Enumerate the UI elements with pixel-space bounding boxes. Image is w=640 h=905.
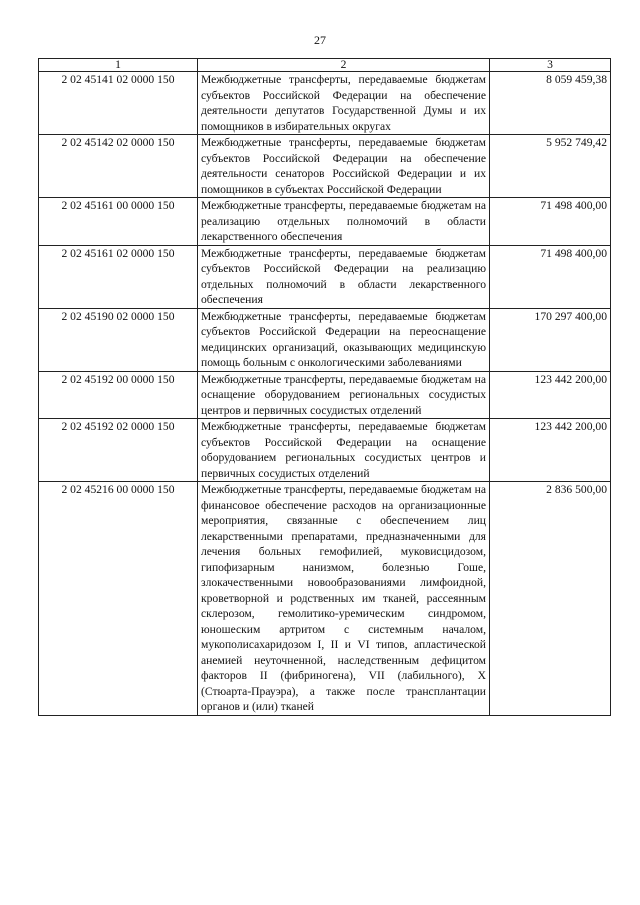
classification-code: 2 02 45216 00 0000 150	[39, 482, 198, 716]
row-description: Межбюджетные трансферты, передаваемые бюджетам субъектов Российской Федерации на реализацию отдельных полномочий в области лекарственного обеспечения	[198, 245, 490, 308]
row-amount: 123 442 200,00	[490, 371, 611, 419]
row-description: Межбюджетные трансферты, передаваемые бюджетам на финансовое обеспечение расходов на организационные мероприятия, связанные с обеспечением лиц лекарственными препаратами, предназначенными для лечения больных гемофилией, муковисцидозом, гипофизарным нанизмом, болезнью Гоше, злокачественными новообразованиями лимфоидной, кроветворной и родственных им тканей, рассеянным склерозом, гемолитико-уремическим синдромом, юношеским артритом с системным началом, мукополисахаридозом I, II и VI типов, апластической анемией неуточненной, наследственным дефицитом факторов II (фибриногена), VII (лабильного), X (Стюарта-Прауэра), а также после трансплантации органов и (или) тканей	[198, 482, 490, 716]
row-description: Межбюджетные трансферты, передаваемые бюджетам на реализацию отдельных полномочий в области лекарственного обеспечения	[198, 198, 490, 246]
classification-code: 2 02 45142 02 0000 150	[39, 135, 198, 198]
classification-code: 2 02 45161 02 0000 150	[39, 245, 198, 308]
table-row	[39, 419, 611, 482]
classification-code: 2 02 45192 02 0000 150	[39, 419, 198, 482]
column-header-1: 1	[39, 59, 198, 72]
classification-code: 2 02 45141 02 0000 150	[39, 72, 198, 135]
row-amount: 71 498 400,00	[490, 245, 611, 308]
row-description: Межбюджетные трансферты, передаваемые бюджетам субъектов Российской Федерации на обеспечение деятельности сенаторов Российской Федерации и их помощников в субъектах Российской Федерации	[198, 135, 490, 198]
classification-code: 2 02 45161 00 0000 150	[39, 198, 198, 246]
row-description: Межбюджетные трансферты, передаваемые бюджетам на оснащение оборудованием региональных сосудистых центров и первичных сосудистых отделений	[198, 371, 490, 419]
column-header-2: 2	[198, 59, 490, 72]
table-row	[39, 72, 611, 135]
row-description: Межбюджетные трансферты, передаваемые бюджетам субъектов Российской Федерации на обеспечение деятельности депутатов Государственной Думы и их помощников в избирательных округах	[198, 72, 490, 135]
page-number: 27	[314, 33, 326, 47]
row-amount: 2 836 500,00	[490, 482, 611, 716]
budget-table	[38, 58, 611, 716]
classification-code: 2 02 45192 00 0000 150	[39, 371, 198, 419]
row-amount: 123 442 200,00	[490, 419, 611, 482]
row-amount: 71 498 400,00	[490, 198, 611, 246]
row-description: Межбюджетные трансферты, передаваемые бюджетам субъектов Российской Федерации на оснащение оборудованием региональных сосудистых центров и первичных сосудистых отделений	[198, 419, 490, 482]
row-amount: 170 297 400,00	[490, 308, 611, 371]
table-row	[39, 135, 611, 198]
classification-code: 2 02 45190 02 0000 150	[39, 308, 198, 371]
table-row	[39, 308, 611, 371]
column-header-3: 3	[490, 59, 611, 72]
table-row	[39, 198, 611, 246]
table-row	[39, 371, 611, 419]
table-row	[39, 245, 611, 308]
row-amount: 5 952 749,42	[490, 135, 611, 198]
table-row	[39, 482, 611, 716]
row-amount: 8 059 459,38	[490, 72, 611, 135]
table-header-row	[39, 59, 611, 72]
row-description: Межбюджетные трансферты, передаваемые бюджетам субъектов Российской Федерации на переоснащение медицинских организаций, оказывающих медицинскую помощь больным с онкологическими заболеваниями	[198, 308, 490, 371]
